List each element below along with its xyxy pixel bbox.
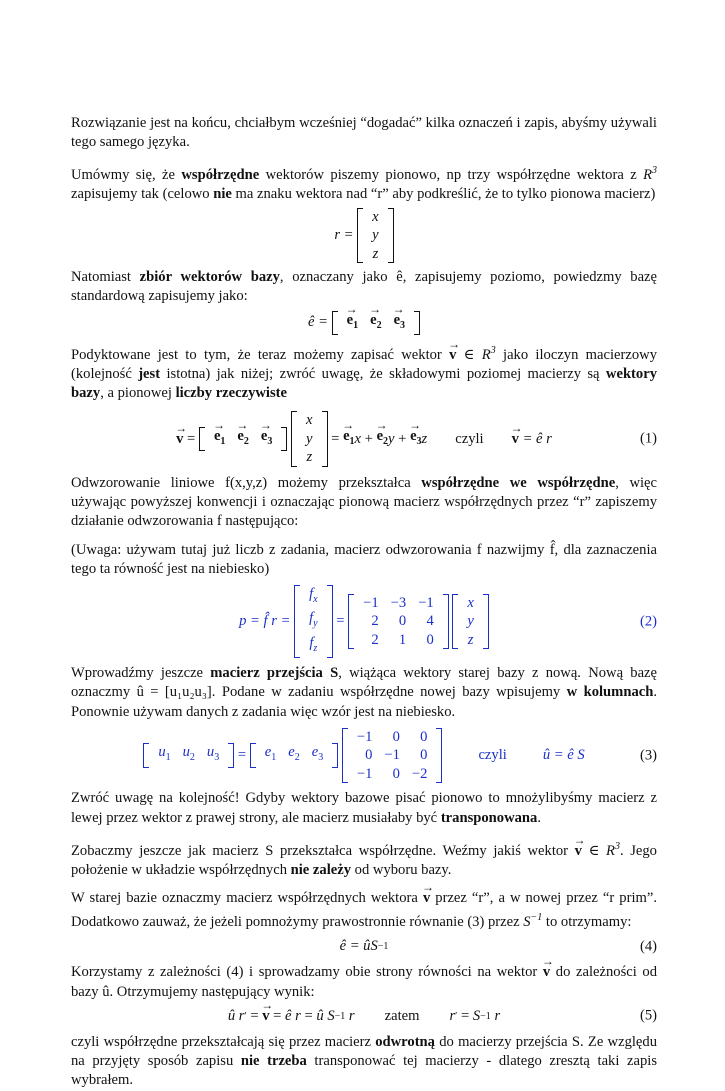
matrix-cell: $f_x$ xyxy=(309,585,318,605)
text: , a pionowej xyxy=(100,385,176,402)
column-matrix-r xyxy=(291,411,327,467)
bold-term: macierz przejścia S xyxy=(210,665,339,682)
matrix-cell: 0 xyxy=(392,765,400,782)
matrix-cell: 0 xyxy=(365,747,373,764)
row-matrix-basis xyxy=(199,427,287,451)
paragraph-coordinates xyxy=(71,161,657,204)
matrix-cell: y xyxy=(467,613,474,630)
text: istotna) jak niżej; zwróć uwagę, że składowymi poziomej macierzy są xyxy=(160,366,606,383)
basis-vector-e3: → $e_3$ xyxy=(394,311,405,335)
matrix-cell: 4 xyxy=(426,613,434,630)
vector-v: → v xyxy=(449,346,456,365)
paragraph-coordinates-transform xyxy=(71,837,657,880)
text: Zwróć uwagę na kolejność! Gdyby wektory bazowe pisać pionowo to mnożylibyśmy macierz z lewej przez wektor z prawej strony, ale macierz musiałaby być xyxy=(71,790,657,826)
matrix-cell: 0 xyxy=(420,728,428,745)
text: do macierzy przejścia S. Ze względu na przyjęty sposób zapisu xyxy=(71,1034,657,1070)
bold-term: współrzędne we współrzędne xyxy=(421,474,616,491)
bold-term: liczby rzeczywiste xyxy=(175,385,287,402)
paragraph-product xyxy=(71,341,657,403)
bold-term: odwrotną xyxy=(375,1034,435,1051)
bold-term: nie trzeba xyxy=(240,1053,307,1070)
text: przez “r”, a w nowej przez “r prim”. Dodatkowo zauważ, że jeżeli pomnożymy prawostronnie równanie (3) przez xyxy=(71,889,657,931)
column-matrix-r xyxy=(452,594,488,650)
text: Zobaczmy jeszcze jak macierz S przekształca współrzędne. Weźmy jakiś wektor xyxy=(71,842,575,859)
word-czyli: czyli xyxy=(478,746,507,763)
text: , więc używając powyższej konwencji i oznaczając pionową macierz współrzędnych przez “r” zapiszemy działanie odwzorowania f następująco: xyxy=(71,474,657,530)
word-czyli: czyli xyxy=(455,430,484,447)
text: czyli współrzędne przekształcają się przez macierz xyxy=(71,1034,376,1051)
equation-basis xyxy=(71,311,657,335)
text: zapisujemy tak (celowo xyxy=(71,186,214,203)
word-zatem: zatem xyxy=(384,1007,420,1024)
text: ∈ xyxy=(581,842,607,859)
matrix-cell: −1 xyxy=(384,747,400,764)
text: transponować tej macierzy - dlatego zresztą taki zapis wybrałem. xyxy=(71,1053,657,1089)
matrix-cell: −1 xyxy=(363,594,379,611)
equation-number: (2) xyxy=(639,612,657,629)
equation-r xyxy=(71,208,657,264)
matrix-cell: x xyxy=(467,594,474,611)
matrix-cell: x xyxy=(372,208,379,225)
matrix-cell: 2 xyxy=(371,631,379,648)
vector-v: → v xyxy=(423,889,430,908)
vector-v: → v xyxy=(575,842,582,861)
equation-rhs: û = ê S xyxy=(542,746,585,763)
bold-term: w kolumnach xyxy=(566,684,654,701)
basis-vector-e1: → $e_1$ xyxy=(214,427,225,451)
basis-vector-e1: → $e_1$ xyxy=(347,311,358,335)
paragraph-dependence xyxy=(71,963,657,1001)
matrix-cell: y xyxy=(372,227,379,244)
row-matrix-basis xyxy=(332,311,420,335)
text: Korzystamy z zależności (4) i sprowadzamy obie strony równości na wektor xyxy=(71,964,543,981)
equation-rhs: = ê r xyxy=(522,430,552,447)
matrix-cell: −3 xyxy=(390,594,407,611)
text: W starej bazie oznaczmy macierz współrzędnych wektora xyxy=(71,889,423,906)
vector-v: → v xyxy=(512,430,519,449)
math-R3: $R^3$ xyxy=(481,344,496,363)
bold-term: zbiór wektorów bazy xyxy=(139,269,280,286)
matrix-cell: $f_y$ xyxy=(309,610,318,630)
equation-number: (1) xyxy=(639,430,657,447)
paragraph-linear-map xyxy=(71,474,657,532)
equation-4: ê = ûS −1 (4) xyxy=(71,937,657,956)
matrix-cell: z xyxy=(467,631,474,648)
text: wektorów piszemy pionowo, np trzy współrzędne wektora z xyxy=(259,167,644,184)
matrix-cell: $f_z$ xyxy=(309,634,318,654)
equation-1: → v = → $e_1$ → $e_2$ → $e_3$ x y z = → $e_1$ x + → $e_2$ y + → $e_3$ z czyli → v = ê r (1) xyxy=(71,411,657,467)
basis-vector-e3: → $e_3$ xyxy=(261,427,272,451)
text: to otrzymamy: xyxy=(542,914,632,931)
matrix-cell: −1 xyxy=(418,594,434,611)
row-matrix-old-basis: $e_1$ $e_2$ $e_3$ xyxy=(250,743,338,767)
vector-v: → v xyxy=(543,963,550,982)
matrix-cell: 0 xyxy=(426,631,434,648)
bold-term: współrzędne xyxy=(181,167,260,184)
text: Odwzorowanie liniowe f(x,y,z) możemy przekształca xyxy=(71,474,422,491)
vector-v: → v xyxy=(262,1007,269,1026)
paragraph-old-new-basis xyxy=(71,889,657,932)
row-matrix-new-basis: $u_1$ $u_2$ $u_3$ xyxy=(143,743,234,767)
paragraph-conclusion xyxy=(71,1033,657,1091)
math-S-inverse: $S^{-1}$ xyxy=(523,912,543,931)
equation-5: û r ′ = → v = ê r = û S −1 r zatem r ′ = S −1 r (5) xyxy=(71,1007,657,1026)
matrix-cell: z xyxy=(306,449,313,466)
paragraph-note: (Uwaga: używam tutaj już liczb z zadania, macierz odwzorowania f nazwijmy f̂, dla zaznaczenia tego ta równość jest na niebiesko) xyxy=(71,541,657,577)
text: ∈ xyxy=(456,346,482,363)
equation-lhs: p = f̂ r = xyxy=(239,612,291,629)
matrix-cell: 0 xyxy=(420,747,428,764)
equation-number: (5) xyxy=(639,1007,657,1024)
text: . Ponownie używam danych z zadania więc wzór jest na niebiesko. xyxy=(71,684,657,720)
equation-number: (4) xyxy=(639,938,657,955)
paragraph-intro: Rozwiązanie jest na końcu, chciałbym wcześniej “dogadać” kilka oznaczeń i zapis, abyśmy używali tego samego języka. xyxy=(71,115,657,151)
equation-lhs: r = xyxy=(334,226,354,243)
text: Wprowadźmy jeszcze xyxy=(71,665,211,682)
column-matrix-r xyxy=(357,208,393,264)
matrix-cell: 1 xyxy=(398,631,407,648)
matrix-cell: −2 xyxy=(411,765,428,782)
matrix-cell: y xyxy=(306,430,313,447)
bold-term: nie zależy xyxy=(290,861,352,878)
equation-body: ê = ûS xyxy=(339,938,378,955)
vector-v: → v xyxy=(176,430,183,449)
matrix-cell: −1 xyxy=(356,765,373,782)
text: od wyboru bazy. xyxy=(351,861,452,878)
matrix-f-hat xyxy=(348,594,449,650)
matrix-cell: z xyxy=(372,245,379,262)
text: ma znaku wektora nad “r” aby podkreślić, że to tylko pionowa macierz) xyxy=(231,186,656,203)
math-R3: $R^3$ xyxy=(606,840,620,859)
text: . xyxy=(537,809,541,826)
equation-3: $u_1$ $u_2$ $u_3$ = $e_1$ $e_2$ $e_3$ −1 0 0 0 −1 0 −1 0 −2 czyli û = ê S (3) xyxy=(71,728,657,784)
text: . Jego położenie w układzie współrzędnych xyxy=(71,842,657,878)
document-body xyxy=(71,114,657,1091)
text: do zależności od bazy û. Otrzymujemy następujący wynik: xyxy=(71,964,657,1000)
column-matrix-f xyxy=(294,585,333,658)
math-R3: $R^3$ xyxy=(643,165,657,184)
paragraph-transition-matrix xyxy=(71,664,657,722)
paragraph-order-note xyxy=(71,789,657,827)
matrix-cell: 0 xyxy=(398,613,407,630)
bold-term: transponowana xyxy=(440,809,538,826)
text: , oznaczany jako ê, zapisujemy poziomo, powiedzmy bazę standardową zapisujemy jako: xyxy=(71,269,658,305)
equation-number: (3) xyxy=(639,746,657,763)
bold-term: wektory bazy xyxy=(71,366,657,402)
equation-2: p = f̂ r = $f_x$ $f_y$ $f_z$ = −1 −3 −1 2 0 4 2 1 0 x y z (2) xyxy=(71,585,657,658)
matrix-cell: x xyxy=(306,412,313,429)
bold-term: jest xyxy=(138,366,161,383)
matrix-cell: 0 xyxy=(392,728,400,745)
text: , wiążąca wektory starej bazy z nową. Nową bazę oznaczmy û = [u₁u₂u₃]. Podane w zadaniu współrzędne nowej bazy wpisujemy xyxy=(71,665,658,701)
text: jako iloczyn macierzowy (kolejność xyxy=(71,346,657,383)
text: Natomiast xyxy=(71,269,140,286)
equation-lhs: ê = xyxy=(307,314,328,331)
matrix-cell: −1 xyxy=(356,728,373,745)
matrix-cell: 2 xyxy=(371,613,379,630)
text: Umówmy się, że xyxy=(71,167,182,184)
paragraph-basis xyxy=(71,268,657,306)
basis-vector-e2: → $e_2$ xyxy=(237,427,248,451)
basis-vector-e2: → $e_2$ xyxy=(370,311,381,335)
text: Podyktowane jest to tym, że teraz możemy zapisać wektor xyxy=(71,346,450,363)
matrix-S xyxy=(342,728,443,784)
bold-term: nie xyxy=(213,186,232,203)
